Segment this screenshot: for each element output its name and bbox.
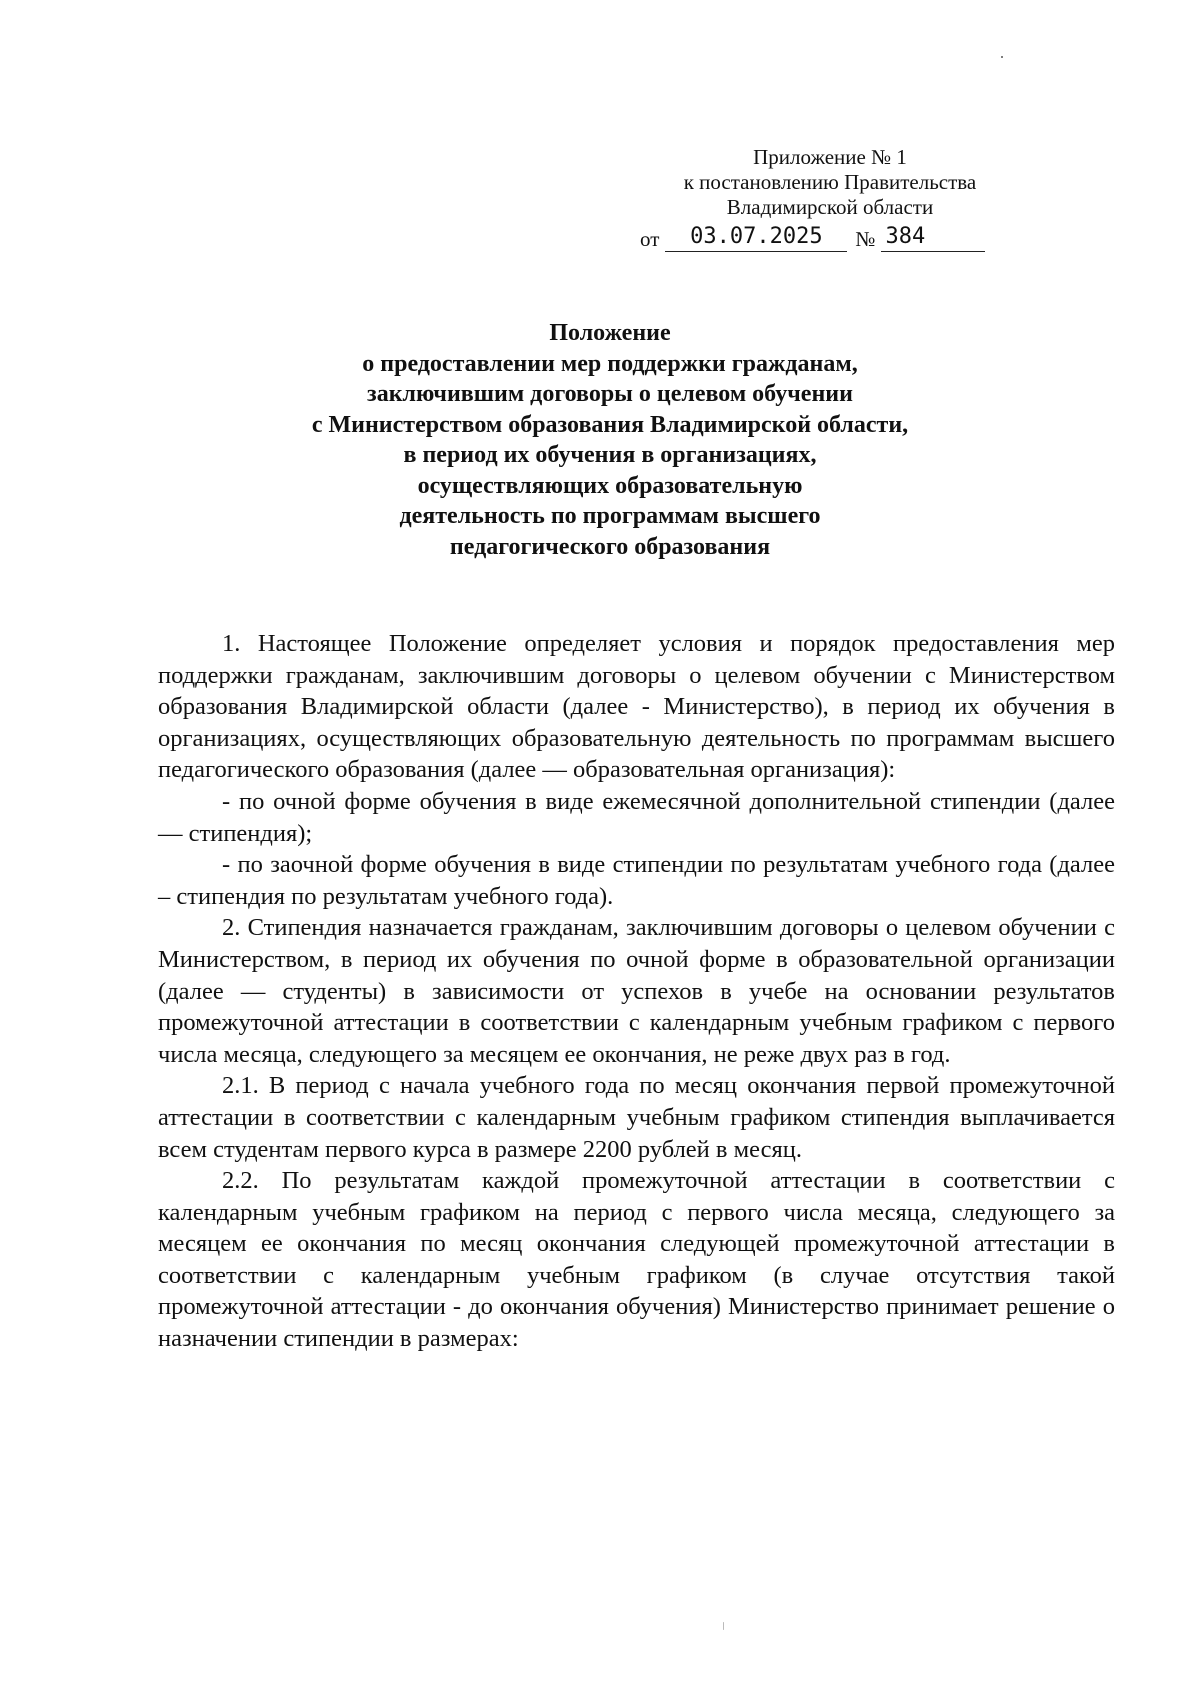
document-body xyxy=(158,628,1115,1355)
title-line: осуществляющих образовательную xyxy=(417,472,803,499)
paragraph-2-1: 2.1. В период с начала учебного года по месяц окончания первой промежуточной аттестации в соответствии с календарным учебным графиком стипендия выплачивается всем студентам первого курса в размере 2200 рублей в месяц. xyxy=(158,1072,1115,1163)
paragraph-full-time: - по очной форме обучения в виде ежемесячной дополнительной стипендии (далее — стипендия); xyxy=(158,787,1115,847)
scan-speck xyxy=(723,1622,724,1630)
date-prefix: от xyxy=(640,227,660,251)
title-line: в период их обучения в организациях, xyxy=(403,442,817,468)
resolution-date: 03.07.2025 xyxy=(665,224,847,252)
paragraph-part-time: - по заочной форме обучения в виде стипендии по результатам учебного года (далее – стипендия по результатам учебного года). xyxy=(158,851,1115,910)
paragraph-1: 1. Настоящее Положение определяет условия и порядок предоставления мер поддержки гражданам, заключившим договоры о целевом обучении с Министерством образования Владимирской области (далее - Министерство), в период их обучения в организациях, осуществляющих образовательную деятельность по программам высшего педагогического образования (далее — образовательная организация): xyxy=(158,630,1115,784)
appendix-number: Приложение № 1 xyxy=(753,145,907,169)
title-line: заключившим договоры о целевом обучении xyxy=(367,381,853,407)
scan-speck xyxy=(1001,56,1003,58)
paragraph-2-2: 2.2. По результатам каждой промежуточной аттестации в соответствии с календарным учебным графиком на период с первого числа месяца, следующего за месяцем ее окончания по месяц окончания следующей промежуточной аттестации в соответствии с календарным учебным графиком (в случае отсутствия такой промежуточной аттестации - до окончания обучения) Министерство принимает решение о назначении стипендии в размерах: xyxy=(158,1167,1115,1353)
appendix-region: Владимирской области xyxy=(726,195,934,219)
number-sign: № xyxy=(855,227,876,251)
title-line: Положение xyxy=(549,320,671,346)
title-line: с Министерством образования Владимирской области, xyxy=(311,411,909,438)
title-line: деятельность по программам высшего xyxy=(399,503,821,529)
title-line: о предоставлении мер поддержки гражданам, xyxy=(362,350,858,377)
title-line: педагогического образования xyxy=(449,533,771,560)
appendix-block xyxy=(640,145,1040,252)
appendix-resolution: к постановлению Правительства xyxy=(683,170,977,194)
paragraph-2: 2. Стипендия назначается гражданам, заключившим договоры о целевом обучении с Министерством, в период их обучения по очной форме в образовательной организации (далее — студенты) в зависимости от успехов в учебе на основании результатов промежуточной аттестации в соответствии с календарным учебным графиком с первого числа месяца, следующего за месяцем ее окончания, не реже двух раз в год. xyxy=(158,914,1115,1068)
appendix-date-line xyxy=(640,222,1040,252)
document-title xyxy=(160,318,1060,562)
resolution-number: 384 xyxy=(881,224,985,252)
